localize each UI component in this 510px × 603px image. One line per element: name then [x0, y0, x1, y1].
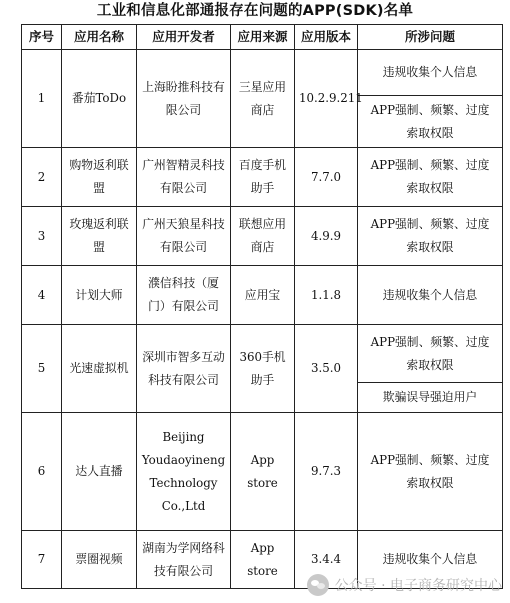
header-developer: 应用开发者	[137, 25, 231, 50]
cell-source: 百度手机助手	[231, 148, 295, 207]
cell-app-name: 购物返利联盟	[62, 148, 137, 207]
header-no: 序号	[22, 25, 62, 50]
cell-no: 7	[22, 531, 62, 589]
cell-issue: APP强制、频繁、过度索取权限	[358, 207, 503, 266]
cell-developer: 上海盼推科技有限公司	[137, 50, 231, 148]
cell-no: 1	[22, 50, 62, 148]
cell-app-name: 达人直播	[62, 413, 137, 531]
cell-app-name: 计划大师	[62, 266, 137, 325]
cell-version: 1.1.8	[295, 266, 358, 325]
cell-developer: Beijing Youdaoyineng Technology Co.,Ltd	[137, 413, 231, 531]
cell-no: 6	[22, 413, 62, 531]
cell-source: App store	[231, 413, 295, 531]
cell-issue: 违规收集个人信息	[358, 531, 503, 589]
table-row	[22, 325, 503, 383]
table-row	[22, 413, 503, 531]
cell-issue: 违规收集个人信息	[358, 50, 503, 96]
header-version: 应用版本	[295, 25, 358, 50]
app-list-table	[21, 24, 503, 589]
table-row	[22, 207, 503, 266]
table-row	[22, 266, 503, 325]
cell-app-name: 票圈视频	[62, 531, 137, 589]
cell-issue: 违规收集个人信息	[358, 266, 503, 325]
wechat-icon	[307, 574, 329, 596]
header-issues: 所涉问题	[358, 25, 503, 50]
cell-issue: APP强制、频繁、过度索取权限	[358, 413, 503, 531]
cell-developer: 深圳市智多互动科技有限公司	[137, 325, 231, 413]
cell-developer: 广州智精灵科技有限公司	[137, 148, 231, 207]
cell-issue: APP强制、频繁、过度索取权限	[358, 148, 503, 207]
cell-no: 5	[22, 325, 62, 413]
cell-issue: 欺骗误导强迫用户	[358, 383, 503, 413]
cell-no: 3	[22, 207, 62, 266]
table-row	[22, 50, 503, 96]
header-source: 应用来源	[231, 25, 295, 50]
cell-no: 2	[22, 148, 62, 207]
cell-no: 4	[22, 266, 62, 325]
cell-version: 3.5.0	[295, 325, 358, 413]
watermark	[307, 573, 502, 597]
cell-source: 应用宝	[231, 266, 295, 325]
document-title: 工业和信息化部通报存在问题的APP(SDK)名单	[96, 3, 414, 19]
cell-issue: APP强制、频繁、过度索取权限	[358, 96, 503, 148]
cell-source: 联想应用商店	[231, 207, 295, 266]
cell-source: 三星应用商店	[231, 50, 295, 148]
cell-version: 9.7.3	[295, 413, 358, 531]
cell-source: App store	[231, 531, 295, 589]
cell-version: 10.2.9.211	[295, 50, 358, 148]
cell-developer: 广州天狼星科技有限公司	[137, 207, 231, 266]
cell-source: 360手机助手	[231, 325, 295, 413]
cell-app-name: 番茄ToDo	[62, 50, 137, 148]
watermark-text: 公众号 · 电子商务研究中心	[334, 578, 502, 594]
cell-app-name: 玫瑰返利联盟	[62, 207, 137, 266]
cell-app-name: 光速虚拟机	[62, 325, 137, 413]
cell-developer: 湖南为学网络科技有限公司	[137, 531, 231, 589]
header-app-name: 应用名称	[62, 25, 137, 50]
cell-version: 4.9.9	[295, 207, 358, 266]
cell-issue: APP强制、频繁、过度索取权限	[358, 325, 503, 383]
cell-developer: 濮信科技（厦门）有限公司	[137, 266, 231, 325]
cell-version: 3.4.4	[295, 531, 358, 589]
cell-version: 7.7.0	[295, 148, 358, 207]
table-header-row	[22, 25, 503, 50]
table-row	[22, 148, 503, 207]
